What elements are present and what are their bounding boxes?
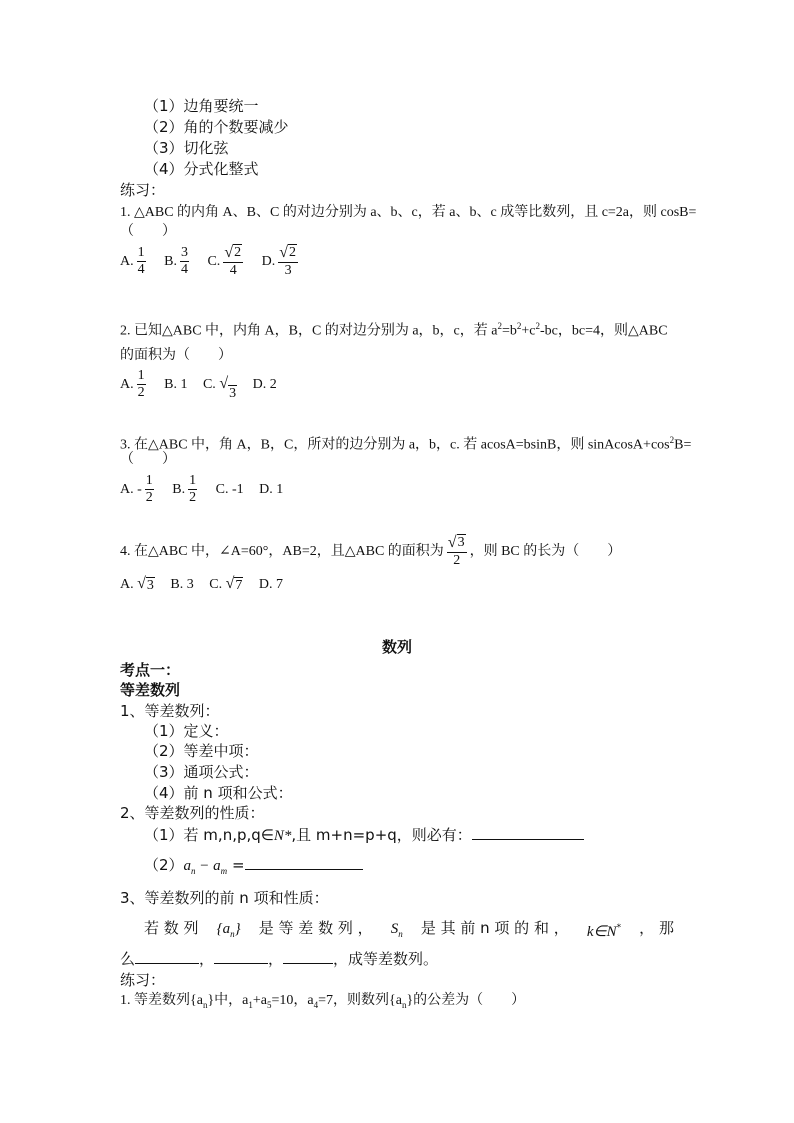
- fill-blank[interactable]: [472, 825, 584, 840]
- question-2-text: 2. 已知△ABC 中，内角 A，B，C 的对边分别为 a，b，c，若 $a^2=b^2+c^2-bc$，bc=4，则△ABC: [120, 321, 668, 339]
- option-a: A. $\frac{1}{4}$: [120, 245, 145, 278]
- option-c: C. √ 7: [209, 575, 243, 593]
- fill-blank[interactable]: [214, 949, 268, 964]
- question-1-options: [120, 244, 301, 280]
- property-2: $(2)a_n - a_m$ =: [144, 855, 363, 881]
- option-b: B. $\frac{1}{2}$: [172, 473, 197, 506]
- fraction: √ 3 2: [447, 534, 465, 569]
- question-1-paren: （ ）: [120, 224, 176, 239]
- question-2-options: [120, 366, 277, 403]
- option-b: B. 3: [170, 577, 194, 592]
- list-item: （2）等差中项：: [144, 742, 259, 760]
- option-d: D. 2: [252, 377, 277, 392]
- list-item: （3）切化弦: [144, 139, 229, 157]
- property-3-line-1: 若 数 列 $\{a_n\}$ 是 等 差 数 列 ， $S_n$ 是 其 前 n 项 的 和 ， k∈N* ， 那: [144, 919, 674, 940]
- fraction: $\frac{1}{2}$: [145, 473, 153, 506]
- section-title: 数列: [381, 638, 412, 656]
- fill-blank[interactable]: [245, 855, 363, 870]
- list-item: （4）分式化整式: [144, 160, 259, 178]
- question-3-paren: （ ）: [120, 452, 176, 467]
- list-item: （4）前 n 项和公式：: [144, 784, 293, 802]
- question-4-text: 4. 在△ABC 中，∠A=60°，AB=2，且△ABC 的面积为 √ 3 2 ，则 BC 的长为（ ）: [120, 534, 622, 569]
- property-1: （1）若 m,n,p,q∈N*,且 m+n=p+q，则必有：: [144, 825, 584, 846]
- option-d: D. √ 2 3: [261, 244, 296, 279]
- option-a: A. √ 3: [120, 575, 154, 593]
- practice-label: 练习：: [120, 971, 166, 989]
- option-d: D. 1: [259, 482, 284, 497]
- option-c: C. √ 3: [202, 375, 237, 401]
- question-1-text: 1. △ABC 的内角 A、B、C 的对边分别为 a、b、c，若 a、b、c 成等比数列，且 c=2a，则 cosB=: [120, 205, 697, 220]
- question-2-text-2: 的面积为（ ）: [120, 348, 232, 363]
- heading-3: 3、等差数列的前 n 项和性质：: [120, 889, 329, 907]
- property-3-line-2: 么 ， ， ，成等差数列。: [120, 950, 439, 968]
- fraction: $\frac{1}{2}$: [137, 368, 145, 401]
- list-item: （1）定义：: [144, 722, 229, 740]
- fraction: √ 2 4: [224, 244, 242, 279]
- list-item: （1）边角要统一: [144, 97, 259, 115]
- heading-2: 2、等差数列的性质：: [120, 804, 265, 822]
- option-a: A. - $\frac{1}{2}$: [120, 473, 153, 506]
- question-3-text: 3. 在△ABC 中，角 A，B，C，所对的边分别为 a，b，c. 若 acosA=bsinB，则 $sinAcosA+\cos^2B=$: [120, 435, 692, 453]
- option-a: A. $\frac{1}{2}$: [120, 368, 145, 401]
- fraction: $\frac{3}{4}$: [180, 245, 188, 278]
- option-b: B. 1: [164, 377, 188, 392]
- list-item: （2）角的个数要减少: [144, 118, 289, 136]
- fill-blank[interactable]: [283, 949, 333, 964]
- fraction: $\frac{1}{4}$: [137, 245, 145, 278]
- option-d: D. 7: [258, 577, 283, 592]
- option-c: C. -1: [215, 482, 244, 497]
- practice-label: 练习：: [120, 181, 166, 199]
- heading-1: 1、等差数列：: [120, 702, 220, 720]
- question-3-options: [120, 472, 283, 508]
- kaodian-label: 考点一：: [120, 661, 181, 679]
- fill-blank[interactable]: [135, 949, 199, 964]
- question-5-text: 1. 等差数列$\{a_n\}$中，$a_1+a_5=10$，$a_4=7$，则数列$\{a_n\}$的公差为（ ）: [120, 993, 526, 1010]
- question-4-options: [120, 574, 283, 595]
- option-b: B. $\frac{3}{4}$: [164, 245, 188, 278]
- fraction: $\frac{1}{2}$: [189, 473, 197, 506]
- fraction: √ 2 3: [279, 244, 296, 279]
- topic-label: 等差数列: [120, 681, 181, 699]
- option-c: C. √ 2 4: [207, 244, 242, 279]
- list-item: （3）通项公式：: [144, 763, 259, 781]
